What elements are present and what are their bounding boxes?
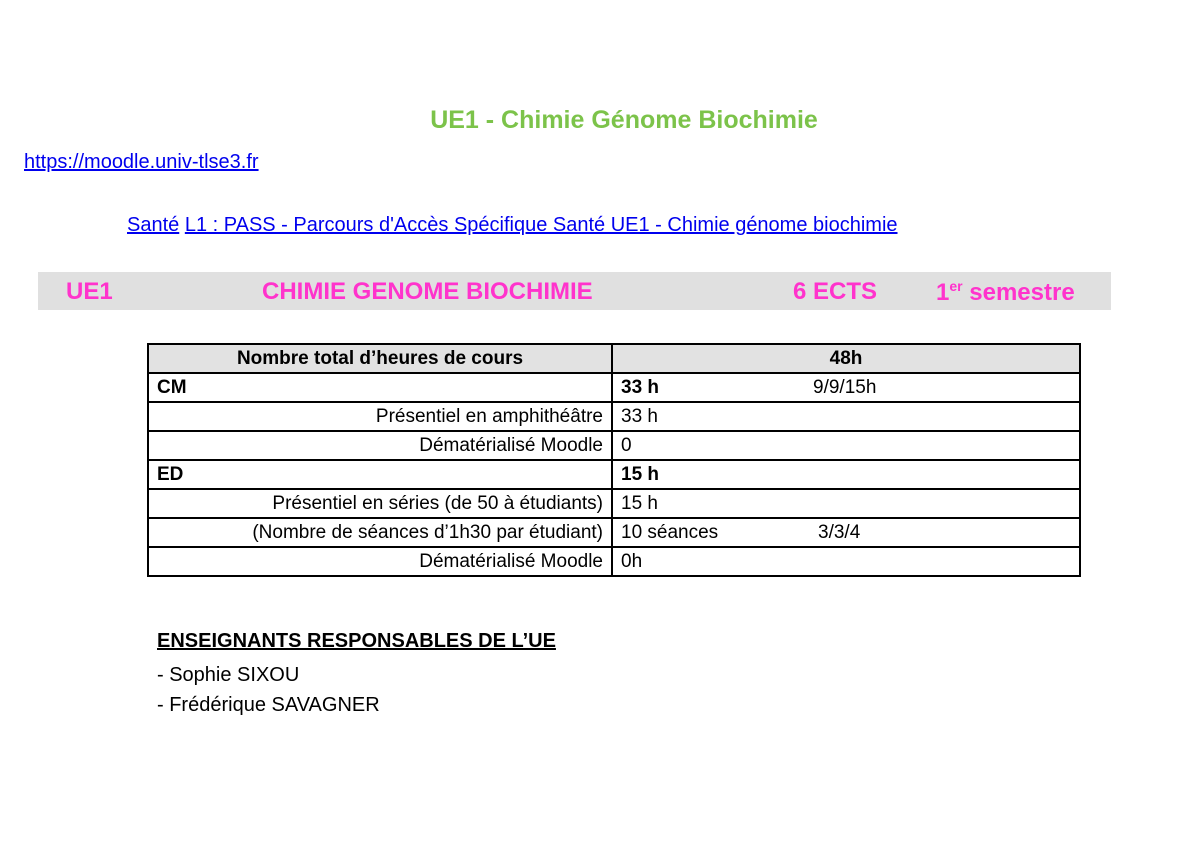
row-aside: 3/3/4 <box>818 522 861 543</box>
hours-table <box>147 343 1081 577</box>
table-row <box>148 518 1080 547</box>
row-label: Présentiel en séries (de 50 à étudiants) <box>148 489 612 518</box>
table-row <box>148 402 1080 431</box>
row-value-cell <box>612 373 1080 402</box>
banner-ects: 6 ECTS <box>793 278 878 305</box>
ue-banner <box>38 272 1111 310</box>
row-label: ED <box>148 460 612 489</box>
banner-name: CHIMIE GENOME BIOCHIMIE <box>262 278 593 305</box>
moodle-url-link[interactable]: https://moodle.univ-tlse3.fr <box>24 151 259 173</box>
banner-code: UE1 <box>66 278 113 305</box>
breadcrumb <box>127 214 898 237</box>
row-value: 33 h <box>621 377 660 398</box>
row-aside: 9/9/15h <box>813 377 877 398</box>
table-row <box>148 547 1080 576</box>
header-value: 48h <box>612 344 1080 373</box>
row-value: 15 h <box>612 460 1080 489</box>
row-label: Présentiel en amphithéâtre <box>148 402 612 431</box>
table-row <box>148 460 1080 489</box>
row-label: Dématérialisé Moodle <box>148 431 612 460</box>
table-row <box>148 373 1080 402</box>
breadcrumb-link-course[interactable]: L1 : PASS - Parcours d'Accès Spécifique Santé UE1 - Chimie génome biochimie <box>184 214 898 236</box>
teacher-item: - Frédérique SAVAGNER <box>157 694 380 716</box>
row-value: 15 h <box>612 489 1080 518</box>
row-value: 33 h <box>612 402 1080 431</box>
header-label: Nombre total d’heures de cours <box>148 344 612 373</box>
row-value-cell <box>612 518 1080 547</box>
table-header-row <box>148 344 1080 373</box>
breadcrumb-link-sante[interactable]: Santé <box>127 214 180 236</box>
banner-semester-num: 1 <box>936 279 950 306</box>
row-label: Dématérialisé Moodle <box>148 547 612 576</box>
row-value: 0 <box>612 431 1080 460</box>
row-value: 10 séances <box>621 522 719 543</box>
banner-semester <box>936 278 1075 307</box>
table-row <box>148 431 1080 460</box>
banner-semester-word: semestre <box>969 279 1075 306</box>
teacher-item: - Sophie SIXOU <box>157 664 300 686</box>
table-row <box>148 489 1080 518</box>
row-label: (Nombre de séances d’1h30 par étudiant) <box>148 518 612 547</box>
row-label: CM <box>148 373 612 402</box>
teachers-heading: ENSEIGNANTS RESPONSABLES DE L’UE <box>157 630 556 652</box>
page-title: UE1 - Chimie Génome Biochimie <box>430 106 818 134</box>
banner-semester-sup: er <box>949 278 963 294</box>
row-value: 0h <box>612 547 1080 576</box>
teachers-section <box>157 626 556 720</box>
